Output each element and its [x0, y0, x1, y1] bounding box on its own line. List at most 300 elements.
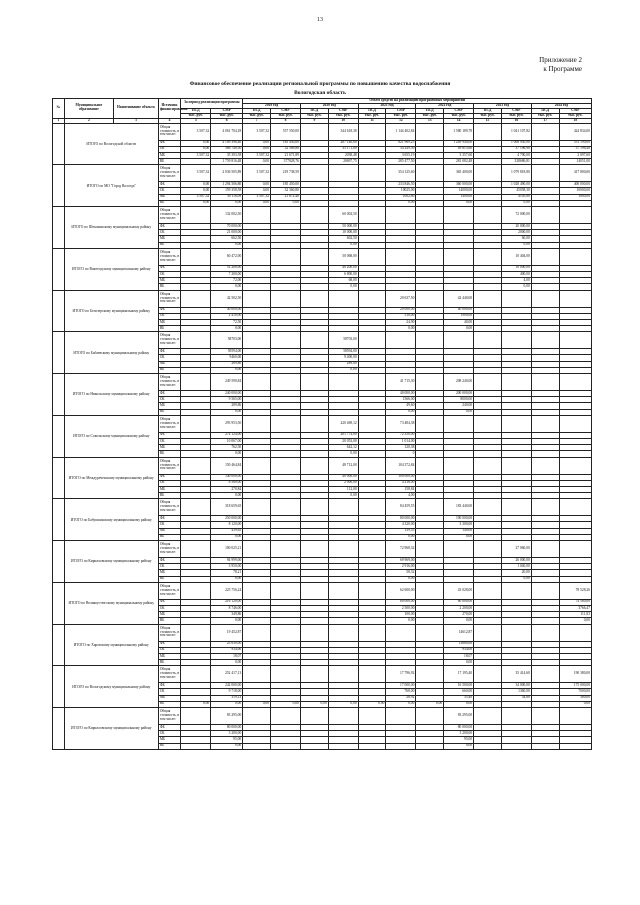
column-number: 14 — [444, 118, 474, 123]
amount-cell — [243, 290, 271, 307]
amount-cell — [181, 332, 211, 349]
amount-cell: 287 140,00 — [328, 140, 358, 146]
header-unit: тыс. руб. — [416, 113, 444, 118]
amount-cell: 60,00 — [501, 236, 531, 242]
row-number-cell — [53, 165, 65, 207]
amount-cell: 281 082,48 — [444, 159, 474, 165]
amount-cell: 0,00 — [386, 618, 416, 624]
amount-cell — [416, 332, 444, 349]
amount-cell: 49,60 — [386, 403, 416, 409]
funding-source: Общая стоимость, в том числе: — [158, 290, 180, 307]
column-number: 9 — [300, 118, 328, 123]
funding-source: Общая стоимость, в том числе: — [158, 624, 180, 641]
amount-cell — [181, 666, 211, 683]
amount-cell: 20697,75 — [328, 159, 358, 165]
amount-cell: 32 589,80 — [271, 146, 301, 152]
amount-cell: 20,00 — [501, 570, 531, 576]
amount-cell — [559, 290, 591, 307]
municipality-name: ИТОГО по Никольскому муниципальному району — [64, 374, 158, 416]
amount-cell — [271, 415, 301, 432]
table-body — [53, 123, 592, 749]
header-psd: ПСД — [181, 108, 211, 113]
amount-cell — [243, 248, 271, 265]
amount-cell — [358, 708, 386, 725]
amount-cell: 4105,80 — [501, 194, 531, 200]
amount-cell — [243, 666, 271, 683]
amount-cell: 0,00 — [386, 326, 416, 332]
column-number: 8 — [271, 118, 301, 123]
amount-cell: 289,80 — [211, 361, 243, 367]
amount-cell: 0,00 — [328, 493, 358, 499]
amount-cell: 3 507,32 — [181, 123, 211, 140]
amount-cell: 349,86 — [211, 612, 243, 618]
funding-source: Общая стоимость, в том числе: — [158, 582, 180, 599]
amount-cell: 0,00 — [181, 146, 211, 152]
amount-cell — [300, 207, 328, 224]
amount-cell: 20 000,00 — [386, 307, 416, 313]
amount-cell: 0,00 — [328, 242, 358, 248]
municipality-name: ИТОГО по Междуреченскому муниципальному району — [64, 457, 158, 499]
amount-cell: 8000,00 — [444, 397, 474, 403]
funding-source: ВБ — [158, 326, 180, 332]
amount-cell — [271, 499, 301, 516]
amount-cell: 2 200,00 — [444, 605, 474, 611]
amount-cell — [474, 666, 502, 683]
amount-cell: 0,00 — [416, 701, 444, 707]
amount-cell: 42 440,00 — [444, 290, 474, 307]
amount-cell — [243, 332, 271, 349]
amount-cell: 0,00 — [243, 188, 271, 194]
amount-cell — [416, 165, 444, 182]
amount-cell: 0,00 — [386, 576, 416, 582]
municipality-name: ИТОГО по Вологодскому муниципальному району — [64, 666, 158, 708]
amount-cell — [300, 290, 328, 307]
column-number: 5 — [181, 118, 211, 123]
amount-cell: 18,07 — [211, 653, 243, 659]
column-number: 2 — [64, 118, 113, 123]
amount-cell — [559, 332, 591, 349]
amount-cell: 1400,00 — [444, 194, 474, 200]
amount-cell — [243, 457, 271, 474]
amount-cell: 2 500,00 — [386, 605, 416, 611]
funding-source: ОБ — [158, 397, 180, 403]
amount-cell: 934,00 — [211, 647, 243, 653]
amount-cell — [328, 743, 358, 749]
amount-cell: 0,00 — [211, 618, 243, 624]
amount-cell — [358, 123, 386, 140]
amount-cell: 0,00 — [211, 367, 243, 373]
amount-cell: 37 196,90 — [501, 146, 531, 152]
amount-cell: 120,38 — [386, 445, 416, 451]
amount-cell — [181, 624, 211, 641]
amount-cell: 8 746,00 — [211, 605, 243, 611]
funding-source: ВБ — [158, 493, 180, 499]
amount-cell: 366 740,50 — [211, 146, 243, 152]
amount-cell — [386, 207, 416, 224]
amount-cell: 1566,00 — [386, 397, 416, 403]
amount-cell — [559, 207, 591, 224]
amount-cell: 934,00 — [444, 647, 474, 653]
amount-cell: 26 000,00 — [501, 558, 531, 564]
header-volume: Объем средств на реализацию программных мероприятий — [243, 99, 592, 104]
amount-cell: 84 459,55 — [386, 499, 416, 516]
amount-cell: 240 000,00 — [211, 391, 243, 397]
header-psd: ПСД — [531, 108, 559, 113]
amount-cell — [181, 499, 211, 516]
amount-cell — [358, 499, 386, 516]
amount-cell — [271, 248, 301, 265]
amount-cell: 821 969,25 — [386, 140, 416, 146]
amount-cell — [444, 457, 474, 474]
municipality-name: ИТОГО по Кирилловскому муниципальному району — [64, 541, 158, 583]
funding-source: ОБ — [158, 689, 180, 695]
funding-source: ФБ — [158, 349, 180, 355]
funding-source: ОБ — [158, 355, 180, 361]
amount-cell: 240,00 — [444, 403, 474, 409]
funding-source: Общая стоимость, в том числе: — [158, 415, 180, 432]
column-number: 15 — [474, 118, 502, 123]
amount-cell: 0,00 — [328, 284, 358, 290]
amount-cell: 1 144 402,84 — [386, 123, 416, 140]
header-unit: тыс. руб. — [328, 113, 358, 118]
amount-cell — [559, 248, 591, 265]
row-number-cell — [53, 666, 65, 708]
table-row — [53, 582, 592, 599]
funding-source: МБ — [158, 570, 180, 576]
amount-cell — [358, 332, 386, 349]
table-row — [53, 248, 592, 265]
funding-source: МБ — [158, 486, 180, 492]
amount-cell — [474, 123, 502, 140]
amount-cell: 289,86 — [211, 403, 243, 409]
amount-cell: 208 240,00 — [444, 374, 474, 391]
amount-cell — [531, 207, 559, 224]
amount-cell — [181, 248, 211, 265]
amount-cell — [501, 743, 531, 749]
amount-cell: 0,00 — [211, 701, 243, 707]
amount-cell — [328, 666, 358, 683]
amount-cell: 0,00 — [501, 200, 531, 206]
amount-cell — [531, 374, 559, 391]
column-number: 1 — [53, 118, 65, 123]
amount-cell: 50 000,00 — [328, 224, 358, 230]
amount-cell: 32 360,80 — [271, 188, 301, 194]
funding-source: ВБ — [158, 534, 180, 540]
amount-cell: 2038,48 — [328, 152, 358, 158]
amount-cell: 95,00 — [444, 737, 474, 743]
header-smr: СМР — [501, 108, 531, 113]
amount-cell: 72,50 — [211, 319, 243, 325]
amount-cell: 10 000,00 — [328, 230, 358, 236]
funding-source: Общая стоимость, в том числе: — [158, 332, 180, 349]
amount-cell — [300, 666, 328, 683]
amount-cell: 0,00 — [386, 534, 416, 540]
amount-cell — [531, 743, 559, 749]
amount-cell: 14051,00 — [559, 159, 591, 165]
amount-cell — [243, 374, 271, 391]
header-smr: СМР — [559, 108, 591, 113]
amount-cell — [416, 582, 444, 599]
amount-cell — [181, 290, 211, 307]
amount-cell: 0,00 — [211, 326, 243, 332]
financing-table — [52, 98, 592, 750]
amount-cell — [474, 248, 502, 265]
amount-cell — [300, 165, 328, 182]
row-number-cell — [53, 582, 65, 624]
amount-cell: 78,21 — [211, 570, 243, 576]
column-number: 17 — [531, 118, 559, 123]
municipality-name: ИТОГО по МО "Город Вологда" — [64, 165, 158, 207]
amount-cell: 51 200,00 — [211, 265, 243, 271]
funding-source: Общая стоимость, в том числе: — [158, 666, 180, 683]
row-number-cell — [53, 248, 65, 290]
amount-cell: 354 125,60 — [386, 165, 416, 182]
funding-source: ОБ — [158, 647, 180, 653]
amount-cell: 58703,00 — [328, 332, 358, 349]
amount-cell — [531, 415, 559, 432]
amount-cell: 0,00 — [559, 701, 591, 707]
amount-cell — [243, 499, 271, 516]
amount-cell: 3 507,32 — [181, 194, 211, 200]
amount-cell: 3 357,60 — [444, 152, 474, 158]
header-municipality: Муниципальное образование — [64, 99, 113, 119]
amount-cell: 1 040,00 — [501, 564, 531, 570]
amount-cell: 0,00 — [243, 140, 271, 146]
funding-source: ОБ — [158, 230, 180, 236]
amount-cell: 80 000,00 — [386, 516, 416, 522]
amount-cell — [416, 624, 444, 641]
amount-cell — [271, 290, 301, 307]
amount-cell — [559, 743, 591, 749]
amount-cell: 2 000,00 — [328, 480, 358, 486]
amount-cell — [300, 248, 328, 265]
amount-cell — [559, 374, 591, 391]
amount-cell — [416, 708, 444, 725]
amount-cell — [243, 582, 271, 599]
amount-cell: 380,00 — [559, 695, 591, 701]
amount-cell: 0,00 — [181, 188, 211, 194]
row-number-cell — [53, 374, 65, 416]
amount-cell: 9 400,00 — [328, 355, 358, 361]
amount-cell: 531 190,00 — [559, 140, 591, 146]
amount-cell: 1 249 940,00 — [444, 140, 474, 146]
amount-cell: 3 507,32 — [181, 165, 211, 182]
amount-cell: 40,00 — [444, 319, 474, 325]
header-psd: ПСД — [358, 108, 386, 113]
funding-source: ФБ — [158, 683, 180, 689]
header-unit: тыс. руб. — [181, 113, 211, 118]
amount-cell — [358, 624, 386, 641]
amount-cell — [181, 541, 211, 558]
amount-cell: 132 002,50 — [211, 207, 243, 224]
amount-cell: 250 000,00 — [211, 516, 243, 522]
funding-source: ФБ — [158, 474, 180, 480]
amount-cell: 242 000,00 — [211, 683, 243, 689]
amount-cell: 285 477,50 — [386, 159, 416, 165]
amount-cell: 100,00 — [386, 612, 416, 618]
page-number: 13 — [317, 17, 323, 23]
amount-cell: 0,00 — [243, 200, 271, 206]
funding-source: Общая стоимость, в том числе: — [158, 123, 180, 140]
amount-cell — [243, 415, 271, 432]
funding-source: ВБ — [158, 451, 180, 457]
amount-cell — [300, 624, 328, 641]
amount-cell: 0,00 — [211, 493, 243, 499]
amount-cell — [358, 541, 386, 558]
amount-cell: 54,60 — [501, 695, 531, 701]
funding-source: Общая стоимость, в том числе: — [158, 541, 180, 558]
funding-source: ВБ — [158, 200, 180, 206]
amount-cell: 49 615,60 — [444, 146, 474, 152]
amount-cell: 34 000,00 — [501, 683, 531, 689]
amount-cell: 510,00 — [386, 313, 416, 319]
amount-cell: 1002,60 — [386, 194, 416, 200]
amount-cell: 274 124,00 — [211, 432, 243, 438]
amount-cell — [416, 499, 444, 516]
amount-cell: 80 000,00 — [444, 725, 474, 731]
municipality-name: ИТОГО по Бабаевскому муниципальному району — [64, 332, 158, 374]
appendix-line-2: к Программе — [543, 65, 582, 73]
amount-cell: 0,00 — [328, 451, 358, 457]
amount-cell: 0,00 — [211, 284, 243, 290]
header-unit: тыс. руб. — [243, 113, 271, 118]
header-smr: СМР — [211, 108, 243, 113]
amount-cell — [300, 708, 328, 725]
amount-cell — [531, 582, 559, 599]
amount-cell: 23 630,00 — [211, 641, 243, 647]
amount-cell: 0,00 — [501, 284, 531, 290]
table-row — [53, 457, 592, 474]
municipality-name: ИТОГО по Белозерскому муниципальному району — [64, 290, 158, 332]
municipality-name: ИТОГО по Сокольскому муниципальному району — [64, 415, 158, 457]
amount-cell — [386, 708, 416, 725]
amount-cell: 17 000,00 — [386, 683, 416, 689]
amount-cell: 94 999,00 — [211, 558, 243, 564]
amount-cell — [474, 332, 502, 349]
column-number: 3 — [113, 118, 158, 123]
amount-cell: 0,00 — [300, 701, 328, 707]
amount-cell: 183 440,00 — [444, 499, 474, 516]
amount-cell: 318 659,65 — [211, 499, 243, 516]
amount-cell: 3766,47 — [559, 605, 591, 611]
funding-source: МБ — [158, 403, 180, 409]
amount-cell — [386, 332, 416, 349]
amount-cell — [501, 290, 531, 307]
municipality-name: ИТОГО по Вологодской области — [64, 123, 158, 165]
amount-cell: 0,00 — [211, 242, 243, 248]
amount-cell: 159 358,58 — [211, 188, 243, 194]
amount-cell: 768,00 — [386, 689, 416, 695]
amount-cell — [531, 541, 559, 558]
amount-cell: 200 000,00 — [444, 391, 474, 397]
amount-cell: 219 738,59 — [271, 165, 301, 182]
amount-cell: 0,00 — [243, 159, 271, 165]
amount-cell: 233 846,50 — [386, 182, 416, 188]
table-row — [53, 541, 592, 558]
amount-cell: 69 969,00 — [386, 558, 416, 564]
funding-source: ОБ — [158, 146, 180, 152]
amount-cell: 4 320,00 — [386, 522, 416, 528]
amount-cell — [474, 165, 502, 182]
municipality-name: ИТОГО по Бабушкинскому муниципальному району — [64, 499, 158, 541]
amount-cell: 24,90 — [386, 319, 416, 325]
column-number: 4 — [158, 118, 180, 123]
amount-cell: 50 068,00 — [328, 248, 358, 265]
amount-cell — [416, 123, 444, 140]
amount-cell: 1 294 506,80 — [211, 182, 243, 188]
amount-cell — [300, 415, 328, 432]
amount-cell — [358, 415, 386, 432]
funding-source: ОБ — [158, 605, 180, 611]
amount-cell — [559, 541, 591, 558]
amount-cell — [474, 290, 502, 307]
amount-cell: 7 200,00 — [211, 271, 243, 277]
amount-cell — [271, 457, 301, 474]
amount-cell: 104 372,84 — [386, 457, 416, 474]
funding-source: ОБ — [158, 731, 180, 737]
funding-source: ВБ — [158, 242, 180, 248]
table-row — [53, 624, 592, 641]
table-row — [53, 499, 592, 516]
table-row — [53, 708, 592, 725]
amount-cell — [271, 582, 301, 599]
row-number-cell — [53, 332, 65, 374]
amount-cell: 2 916,00 — [386, 564, 416, 570]
funding-source: ОБ — [158, 313, 180, 319]
amount-cell — [300, 123, 328, 140]
amount-cell — [358, 582, 386, 599]
amount-cell: 35,40 — [444, 695, 474, 701]
amount-cell: 377828,76 — [271, 159, 301, 165]
amount-cell: 2 036 505,89 — [211, 165, 243, 182]
amount-cell: 14612,87 — [444, 624, 474, 641]
amount-cell — [358, 374, 386, 391]
funding-source: Общая стоимость, в том числе: — [158, 457, 180, 474]
funding-source: ФБ — [158, 182, 180, 188]
header-year: 2019 год — [243, 103, 301, 108]
amount-cell — [300, 332, 328, 349]
amount-cell — [358, 207, 386, 224]
amount-cell — [416, 374, 444, 391]
amount-cell — [243, 743, 271, 749]
funding-source: ВБ — [158, 701, 180, 707]
funding-source: ВБ — [158, 743, 180, 749]
amount-cell — [358, 165, 386, 182]
header-unit: тыс. руб. — [444, 113, 474, 118]
funding-source: Общая стоимость, в том числе: — [158, 374, 180, 391]
amount-cell — [300, 457, 328, 474]
amount-cell: 0,00 — [211, 534, 243, 540]
amount-cell — [271, 708, 301, 725]
funding-source: МБ — [158, 319, 180, 325]
amount-cell — [358, 290, 386, 307]
amount-cell: 4,00 — [386, 493, 416, 499]
amount-cell: 0,00 — [358, 701, 386, 707]
funding-source: МБ — [158, 194, 180, 200]
amount-cell — [358, 666, 386, 683]
municipality-name: ИТОГО по Великоустюгскому муниципальному району — [64, 582, 158, 624]
table-row — [53, 165, 592, 182]
amount-cell: 41 715,30 — [386, 374, 416, 391]
funding-source: ВБ — [158, 660, 180, 666]
amount-cell — [501, 708, 531, 725]
amount-cell — [531, 499, 559, 516]
amount-cell — [328, 624, 358, 641]
amount-cell — [358, 248, 386, 265]
amount-cell: 13660,00 — [444, 641, 474, 647]
column-number: 13 — [416, 118, 444, 123]
amount-cell: 0,00 — [181, 140, 211, 146]
